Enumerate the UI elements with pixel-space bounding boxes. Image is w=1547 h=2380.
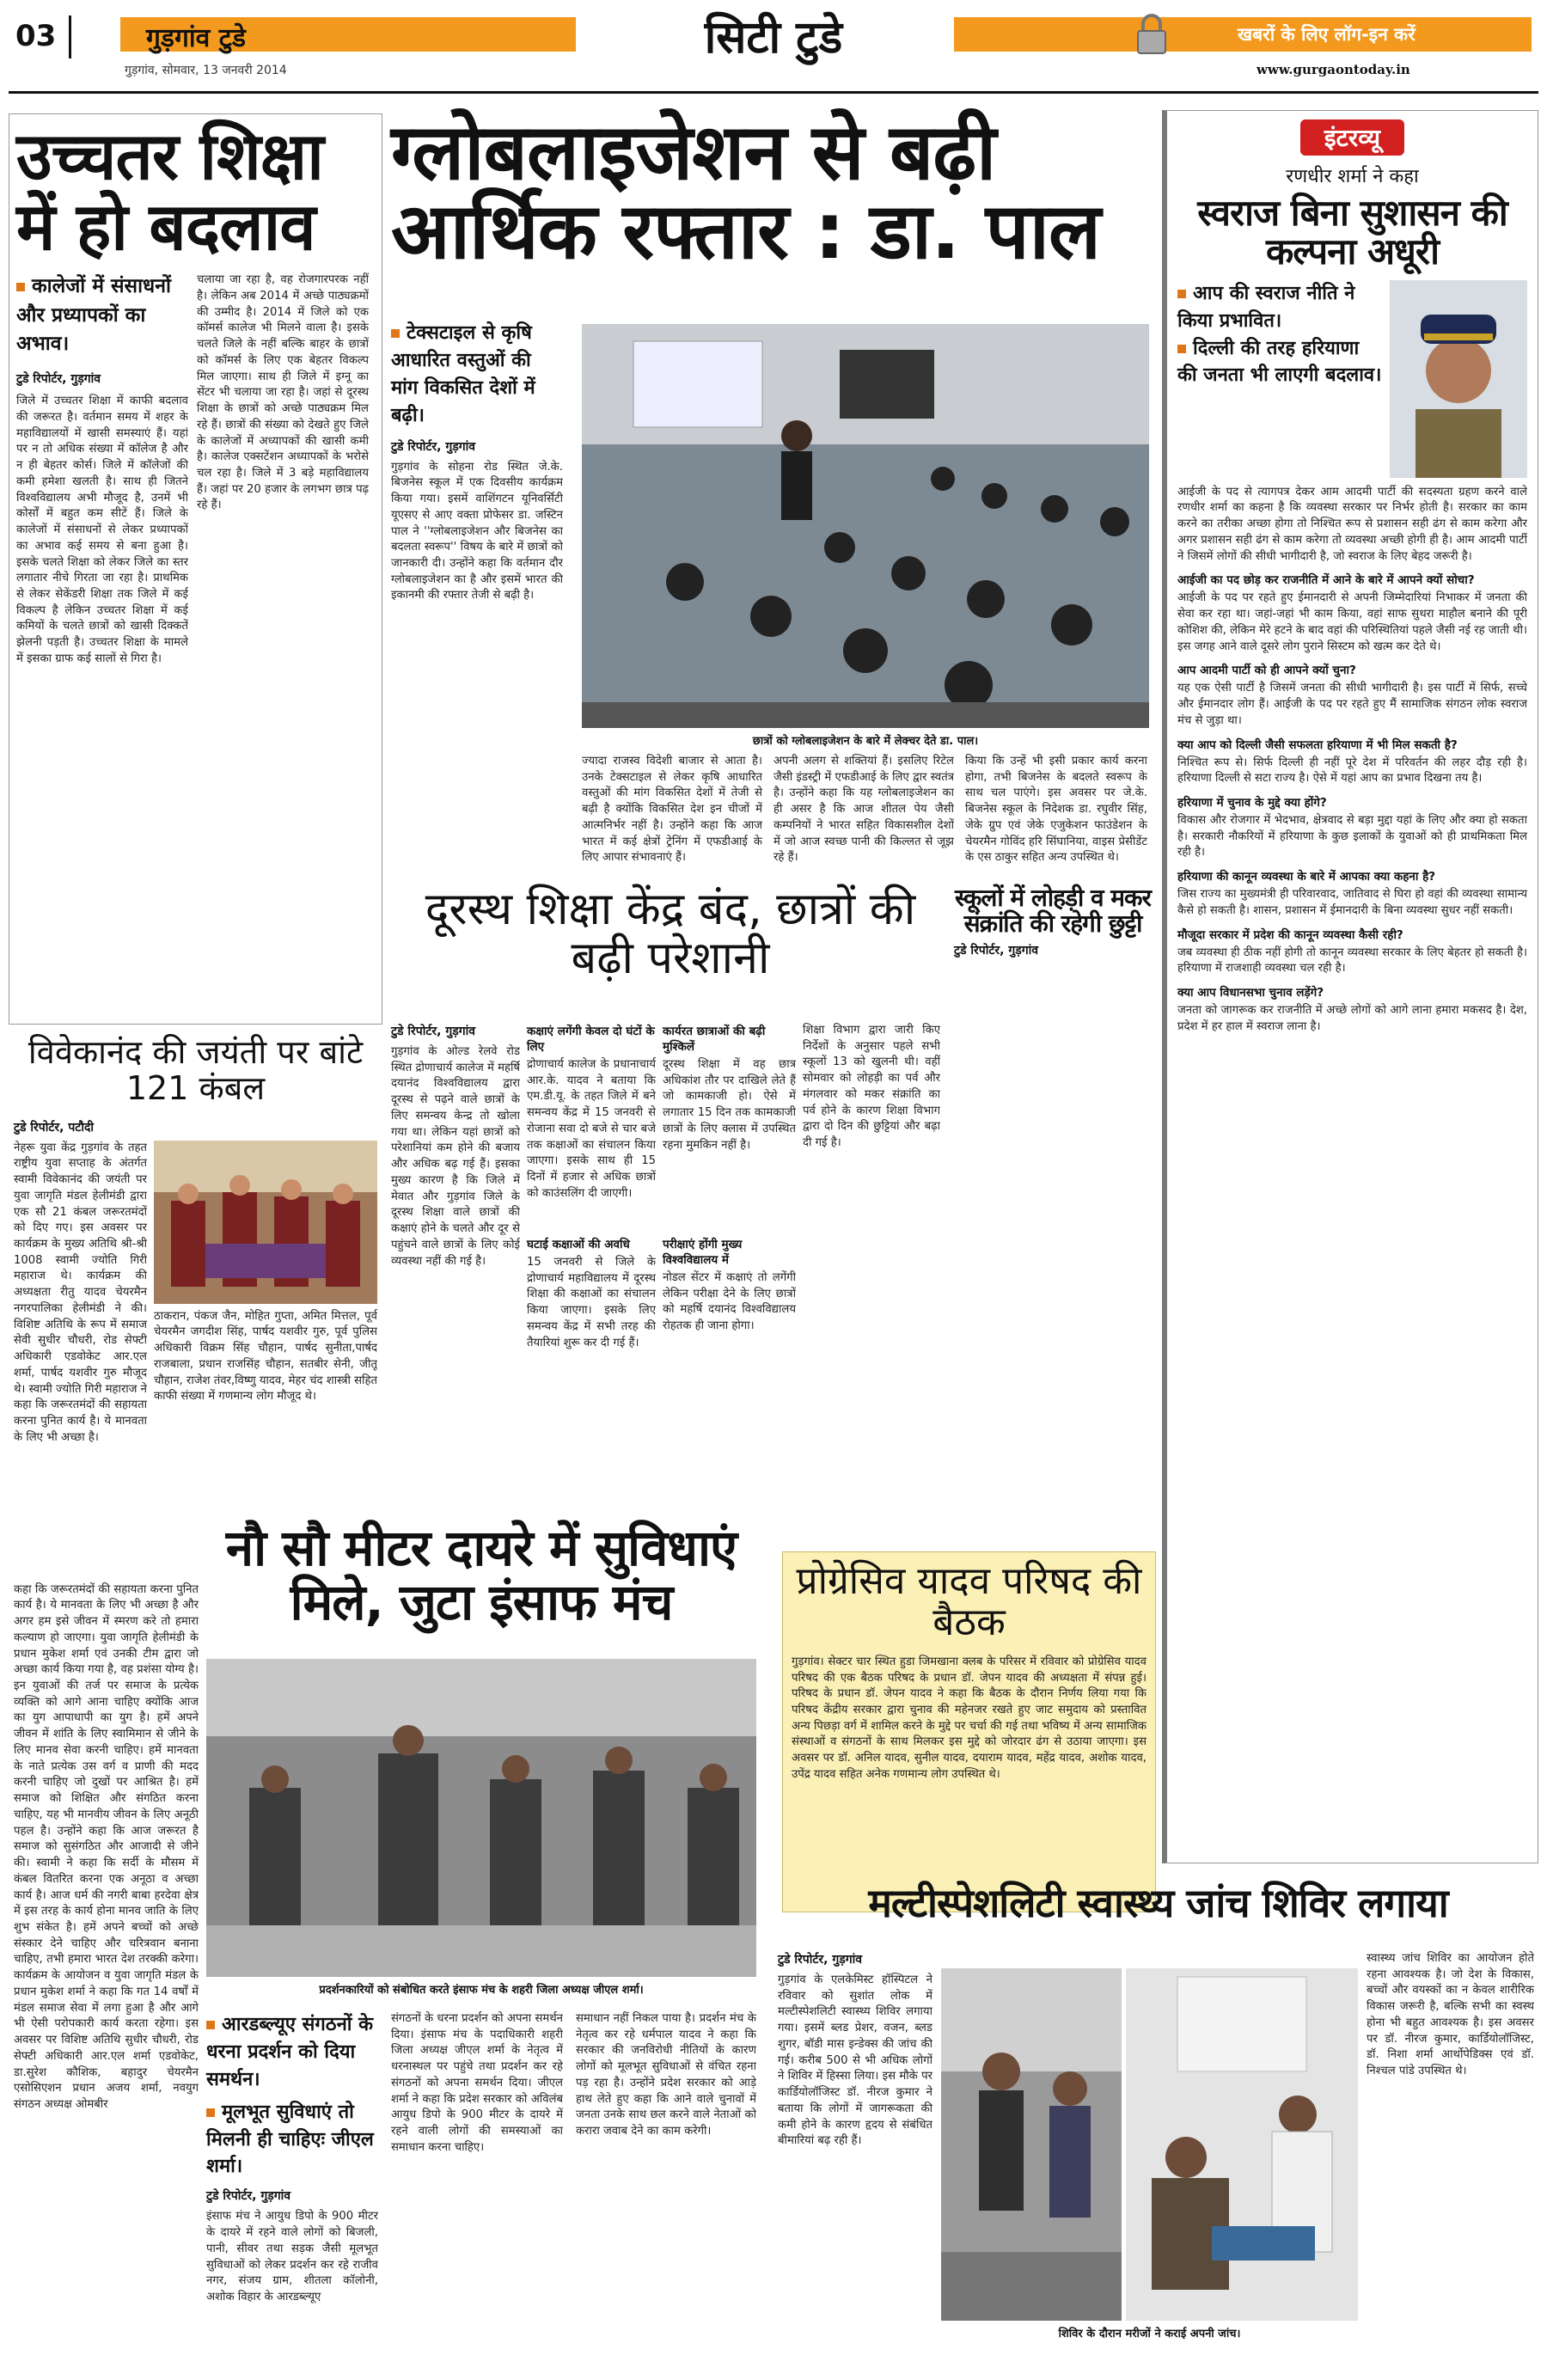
- body-col-a: इंसाफ मंच ने आयुध डिपो के 900 मीटर के दायरे में रहने वाले लोगों को बिजली, पानी, सीवर तथा सड़क जैसी मूलभूत सुविधाओं को लेकर प्रदर्शन कर रहे राजीव नगर, संजय ग्राम, शीतला कॉलोनी, अशोक विहार के आरडब्ल्यूए: [206, 2210, 378, 2304]
- subhead: घटाई कक्षाओं की अवधि: [527, 1238, 630, 1251]
- answer: विकास और रोजगार में भेदभाव, क्षेत्रवाद से बड़ा मुद्दा यहां के लिए और क्या हो सकता है। सरकारी नौकरियों में हरियाणा के कुछ इलाकों के युवाओं को ही प्राथमिकता मिल रही है।: [1177, 814, 1527, 860]
- lecture-photo: [582, 324, 1149, 728]
- body-col-3b: नोडल सेंटर में कक्षाएं तो लगेंगी लेकिन परीक्षा देने के लिए छात्रों को महर्षि दयानंद विश्वविद्यालय रोहतक ही जाना होगा।: [663, 1271, 796, 1333]
- body-col-4: शिक्षा विभाग द्वारा जारी किए निर्देशों के अनुसार पहले सभी स्कूलों 13 को खुलनी थी। वहीं सोमवार को लोहड़ी का पर्व और मंगलवार को मकर संक्रांति का पर्व होने के कारण शिक्षा विभाग द्वारा दो दिन की छुट्टियां और बढ़ा दी गई है।: [803, 1024, 940, 1150]
- article-higher-education: [9, 113, 382, 1025]
- headline: नौ सौ मीटर दायरे में सुविधाएं मिले, जुटा इंसाफ मंच: [225, 1519, 737, 1631]
- protest-photo: [206, 1659, 756, 1977]
- lock-icon: [1134, 12, 1169, 55]
- body-col-1: गुड़गांव के एलकेमिस्ट हॉस्पिटल ने रविवार को सुशांत लोक में मल्टीस्पेशलिटी स्वास्थ्य शिविर लगाया गया। इसमें ब्लड प्रेशर, वजन, ब्लड शुगर, बॉडी मास इन्डेक्स की जांच की गई। करीब 500 से भी अधिक लोगों ने शिविर में हिस्सा लिया। इस मौके पर कार्डियोलॉजिस्ट डॉ. नीरज कुमार ने बताया कि लोगों में जागरूकता की कमी होने के कारण हृदय से संबंधित बीमारियां बढ़ रही हैं।: [778, 1973, 932, 2148]
- photo-caption: शिविर के दौरान मरीजों ने कराई अपनी जांच।: [1058, 2328, 1241, 2340]
- names-list: ठाकरान, पंकज जैन, मोहित गुप्ता, अमित मित्तल, पूर्व चेयरमैन जगदीश सिंह, पार्षद यशवीर गुरु, पूर्व पुलिस अधिकारी विक्रम सिंह चौहान, पार्षद सुनीता,पार्षद राजबाला, प्रधान राजसिंह चौहान, सतबीर सेनी, जीतू चौहान, राजेश तंवर,विष्णु यादव, मेहर चंद शास्त्री सहित काफी संख्या में गणमान्य लोग मौजूद थे।: [154, 1309, 377, 1404]
- body-col-1: गुड़गांव के सोहना रोड स्थित जे.के. बिजनेस स्कूल में एक दिवसीय कार्यक्रम किया गया। इसमें वाशिंगटन यूनिवर्सिटी यूएसए से आए वक्ता प्रोफेसर डा. जस्टिन पाल ने ''ग्लोबलाइजेशन और बिजनेस का बदलता स्वरूप'' विषय के बारे में छात्रों को जानकारी दी। उन्होंने कहा कि वर्तमान दौर ग्लोबलाइजेशन का है और इसमें भारत की इकानमी की रफ्तार तेजी से बढ़ी है।: [391, 460, 563, 603]
- headline: ग्लोबलाइजेशन से बढ़ी आर्थिक रफ्तार : डा. पाल: [391, 107, 1101, 277]
- article-lohri: [954, 885, 1152, 1006]
- headline: मल्टीस्पेशलिटी स्वास्थ्य जांच शिविर लगाया: [868, 1880, 1448, 1926]
- body-col-2: चलाया जा रहा है, वह रोजगारपरक नहीं है। लेकिन अब 2014 में अच्छे पाठ्यक्रमों की उम्मीद है। 2014 में जिले को एक कॉमर्स कालेज भी मिलने वाला है। इसके चलते जिले के नहीं बल्कि बाहर के छात्रों को कॉमर्स के लिए एक बेहतर विकल्प मिल जाएगा। साथ ही जिले में इग्नू का सेंटर भी चलाया जा रहा है। जहां से दूरस्थ शिक्षा के छात्रों को अच्छे पाठ्यक्रम मिल रहे हैं। छात्रों की संख्या को देखते हुए जिले के कालेजों में अध्यापकों की खासी कमी है। कालेज एक्सटेंशन अध्यापकों के भरोसे चल रहा है। जिले में 3 बड़े महाविद्यालय हैं। जहां पर 20 हजार के लगभग छात्र पढ़ रहे हैं।: [197, 273, 369, 512]
- subhead: कार्यरत छात्राओं की बढ़ी मुश्किलें: [663, 1025, 766, 1054]
- body: गुड़गांव। सेक्टर चार स्थित हुडा जिमखाना क्लब के परिसर में रविवार को प्रोग्रेसिव यादव परिषद की एक बैठक परिषद के प्रधान डॉ. जेपन यादव की अध्यक्षता में संपन्न हुई। परिषद के प्रधान डॉ. जेपन यादव ने कहा कि बैठक के दौरान निर्णय लिया गया कि परिषद केंद्रीय सरकार द्वारा चुनाव की महेनजर रखते हुए जाट समुदाय को प्रस्तावित अन्य पिछड़ा वर्ग में शामिल करने के मुद्दे पर चर्चा की गई तथा भविष्य में अन्य सामाजिक संस्थाओं व संगठनों के साथ मिलकर इस मुद्दे को जोरदार ढंग से उठाया जाएगा। इस अवसर पर डॉ. अनिल यादव, सुनील यादव, दयाराम यादव, महेंद्र यादव, अशोक यादव, उपेंद्र यादव सहित अनेक गणमान्य लोग उपस्थित थे।: [792, 1655, 1146, 1781]
- body-col-2: ज्यादा राजस्व विदेशी बाजार से आता है। उनके टेक्सटाइल से लेकर कृषि आधारित वस्तुओं की मांग विकसित देशों में तेजी से बढ़ी है क्योंकि विकसित देश इन चीजों में आत्मनिर्भर नहीं है। उन्होंने कहा कि आज भारत में कई क्षेत्रों ट्रेनिंग में एफडीआई के लिए आपार संभावनाएं हैं।: [582, 755, 762, 865]
- interview-intro: आईजी के पद से त्यागपत्र देकर आम आदमी पार्टी की सदस्यता ग्रहण करने वाले रणधीर शर्मा का कहना है कि व्यवस्था सरकार पर निर्भर होती है। सरकार का काम करने का तरीका अच्छा होगा तो निश्चित रूप से प्रशासन सही ढंग से काम करेगा और अगर प्रशासन सही ढंग से काम करेगा तो व्यवस्था अच्छी होगी ही है। आम आदमी पार्टी ने जिसमें लोगों की सीधी भागीदारी है, जो स्वराज के लिए बेहद जरूरी है।: [1177, 485, 1527, 563]
- article-distance-education: [391, 885, 950, 1556]
- body-col-1: जिले में उच्चतर शिक्षा में काफी बदलाव की जरूरत है। वर्तमान समय में शहर के महाविद्यालयों में खासी समस्याएं हैं। यहां पर न तो अधिक संख्या में कॉलेज है और न ही बेहतर कोर्स। जिले में कॉलेजों की कमी हमेशा खलती है। साथ ही जितने विश्वविद्यालय अभी मौजूद है, उनमें भी कोर्सों में बहुत कम सीटें हैं। जिले के कालेजों में संसाधनों से लेकर प्रध्यापकों का अभाव कई समय से बना हुआ है। इसके चलते शिक्षा को लेकर जिले का स्तर लगातार नीचे गिरता जा रहा है। प्राथमिक से लेकर सेकेंडरी शिक्षा तक जिले में कई विकल्प है लेकिन उच्चतर शिक्षा में कई कमियों के चलते छात्रों को खासी दिक्कतें झेलनी पड़ती है। उच्चतर शिक्षा के मामले में इसका ग्राफ कई सालों से गिरा है।: [16, 395, 188, 665]
- interview-panel: [1162, 110, 1538, 1863]
- health-camp-photo-1: [941, 1968, 1122, 2321]
- question: क्या आप विधानसभा चुनाव लड़ेंगे?: [1177, 986, 1324, 1000]
- interview-qa: [1177, 572, 1527, 1035]
- header-rule: [9, 91, 1538, 94]
- answer: जब व्यवस्था ही ठीक नहीं होगी तो कानून व्यवस्था सरकार के लिए बेहतर हो सकती है। हरियाणा में राजशाही व्यवस्था चल रही है।: [1177, 945, 1527, 976]
- headline: प्रोग्रेसिव यादव परिषद की बैठक: [796, 1559, 1142, 1645]
- answer: आईजी के पद पर रहते हुए ईमानदारी से अपनी जिम्मेदारियां निभाकर में जनता की सेवा कर रहा था। जहां-जहां भी काम किया, वहां साफ सुथरा माहौल बनाने की पूरी कोशिश की, लेकिन मेरे हटने के बाद वहां की परिस्थितियां पहले जैसी नई रह जाती थी। इस जगह आने वाले दूसरे लोग पुराने सिस्टम को खत्म कर देते थे।: [1177, 591, 1527, 653]
- question: हरियाणा की कानून व्यवस्था के बारे में आपका क्या कहना है?: [1177, 870, 1436, 884]
- body-col-3: दूरस्थ शिक्षा में वह छात्र अधिकांश तौर पर दाखिले लेते हैं जो कामकाजी हो। ऐसे में लगातार 15 दिन तक कामकाजी छात्रों के लिए क्लास में उपस्थित रहना मुमकिन नहीं है।: [663, 1058, 796, 1152]
- question: मौजूदा सरकार में प्रदेश की कानून व्यवस्था कैसी रही?: [1177, 927, 1403, 942]
- interview-kicker: रणधीर शर्मा ने कहा: [1286, 166, 1419, 187]
- question: आईजी का पद छोड़ कर राजनीति में आने के बारे में आपने क्यों सोचा?: [1177, 573, 1475, 588]
- interview-headline: स्वराज बिना सुशासन की कल्पना अधूरी: [1197, 192, 1507, 273]
- byline: टुडे रिपोर्टर, गुड़गांव: [16, 372, 101, 387]
- section-title: सिटी टुडे: [704, 12, 843, 64]
- question: आप आदमी पार्टी को ही आपने क्यों चुना?: [1177, 664, 1356, 678]
- article-progressive-yadav: [782, 1551, 1156, 1912]
- bullet-item: टेक्सटाइल से कृषि आधारित वस्तुओं की मांग विकसित देशों में बढ़ी।: [391, 322, 535, 426]
- subhead: कक्षाएं लगेंगी केवल दो घंटों के लिए: [527, 1025, 655, 1054]
- bullet-item: आरडब्ल्यूए संगठनों के धरना प्रदर्शन को दिया समर्थन।: [206, 2014, 374, 2090]
- answer: जनता को जागरूक कर राजनीति में अच्छे लोगों को आगे लाना हमारा मकसद है। देश, प्रदेश में हर हाल में स्वराज लाना है।: [1177, 1004, 1527, 1033]
- page-header: [0, 0, 1547, 95]
- byline: टुडे रिपोर्टर, गुड़गांव: [391, 1025, 475, 1038]
- article-insaaf-manch: [198, 1521, 765, 2372]
- body-col-3: अपनी अलग से शक्तियां हैं। इसलिए रिटेल जैसी इंडस्ट्री में एफडीआई के लिए द्वार स्वतंत्र है। उन्होंने कहा कि यह ग्लोबलाइजेशन का ही असर है कि आज शीतल पेय जैसी कम्पनियों ने भारत सहित विकासशील देशों में जो आज स्वच्छ पानी की किल्लत से जूझ रहे हैं।: [774, 755, 954, 865]
- answer: जिस राज्य का मुख्यमंत्री ही परिवारवाद, जातिवाद से घिरा हो वहां की व्यवस्था सामान्य कैसे हो सकती है। शासन, प्रशासन में ईमानदारी के बिना व्यवस्था सुधर नहीं सकती।: [1177, 888, 1527, 917]
- blanket-distribution-photo: [154, 1141, 377, 1304]
- login-promo-bar: [954, 17, 1532, 52]
- byline: टुडे रिपोर्टर, गुड़गांव: [206, 2189, 290, 2204]
- masthead-logo: गुड़गांव टुडे: [146, 23, 246, 53]
- body-col-1: नेहरू युवा केंद्र गुड़गांव के तहत राष्ट्रीय युवा सप्ताह के अंतर्गत स्वामी विवेकानंद की जयंती पर युवा जागृति मंडल हेलीमंडी द्वारा एक सौ 21 कंबल जरूरतमंदों को दिए गए। इस अवसर पर कार्यक्रम के मुख्य अतिथि श्री-श्री 1008 स्वामी ज्योति गिरी महाराज थे। कार्यक्रम की अध्यक्षता रीतु यादव चेयरमैन नगरपालिका हेलीमंडी ने की। विशिष्ट अतिथि के रूप में समाज सेवी सुधीर चौधरी, रोड सेफ्टी अधिकारी एडवोकेट आर.एल शर्मा, पार्षद यशवीर गुरु मौजूद थे। स्वामी ज्योति गिरी महाराज ने कहा कि जरूरतमंदों की सहायता करना पुनित कार्य है। ये मानवता के लिए भी अच्छा है।: [14, 1141, 147, 1444]
- answer: निश्चित रूप से। सिर्फ दिल्ली ही नहीं पूरे देश में परिवर्तन की लहर दौड़ रही है। हरियाणा दिल्ली से सटा राज्य है। ऐसे में यहां आप का प्रभाव दिखना तय है।: [1177, 756, 1527, 786]
- question: क्या आप को दिल्ली जैसी सफलता हरियाणा में भी मिल सकती है?: [1177, 737, 1458, 752]
- body-col-1: संगठनों के धरना प्रदर्शन को अपना समर्थन दिया। इंसाफ मंच के पदाधिकारी शहरी जिला अध्यक्ष जीएल शर्मा के नेतृत्व में धरनास्थल पर पहुंचे तथा प्रदर्शन कर रहे संगठनों को अपना समर्थन दिया। जीएल शर्मा ने कहा कि प्रदेश सरकार को अविलंब आयुध डिपो के 900 मीटर के दायरे में रहने वाली लोगों की समस्याओं का समाधान करना चाहिए।: [391, 2012, 563, 2154]
- byline: टुडे रिपोर्टर, गुड़गांव: [954, 944, 1038, 958]
- body-col-1: गुड़गांव के ओल्ड रेलवे रोड स्थित द्रोणाचार्य कालेज में महर्षि दयानंद विश्वविद्यालय द्वारा दूरस्थ से पढ़ने वाले छात्रों के लिए समन्वय केन्द्र तो खोला गया था। लेकिन यहां छात्रों को परेशानियां कम होने की बजाय और अधिक बढ़ गई हैं। इसका मुख्य कारण है कि जिले में मेवात और गुड़गांव जिले के दूरस्थ शिक्षा वाले छात्रों की कक्षाएं होने के चलते और दूर से पहुंचने वाले छात्रों के लिए कोई व्यवस्था नहीं की गई है।: [391, 1045, 520, 1268]
- article-globalization: [391, 107, 1147, 870]
- photo-caption: छात्रों को ग्लोबलाइजेशन के बारे में लेक्चर देते डा. पाल।: [752, 735, 979, 748]
- health-camp-photo-2: [1126, 1968, 1358, 2321]
- body-col-2b: 15 जनवरी से जिले के द्रोणाचार्य महाविद्यालय में दूरस्थ शिक्षा की कक्षाओं का संचालन किया जाएगा। इसके लिए समन्वय केंद्र में सभी तरह की तैयारियां शुरू कर दी गई हैं।: [527, 1256, 656, 1349]
- headline: विवेकानंद की जयंती पर बांटे 121 कंबल: [28, 1033, 364, 1107]
- page-number-divider: [69, 15, 71, 58]
- body-col-2: समाधान नहीं निकल पाया है। प्रदर्शन मंच के नेतृत्व कर रहे धर्मपाल यादव ने कहा कि सरकार की जनविरोधी नीतियों के कारण लोगों को मूलभूत सुविधाओं से वंचित रहना पड़ रहा है। उन्होंने प्रदेश सरकार को आड़े हाथ लेते हुए कहा कि आने वाले चुनावों में जनता उनके साथ छल करने वाले नेताओं को करारा जवाब देने का काम करेगी।: [576, 2012, 756, 2138]
- interview-tag: इंटरव्यू: [1300, 119, 1404, 156]
- body-col-4: किया कि उन्हें भी इसी प्रकार कार्य करना होगा, तभी बिजनेस के बदलते स्वरूप के साथ चल पाएंगे। इस अवसर पर जे.के. बिजनेस स्कूल के निदेशक डा. रघुवीर सिंह, जेके ग्रुप एवं जेके एजुकेशन फाउंडेशन के चेयरमैन गोविंद हरि सिंघानिया, वाइस प्रेसीडेंट के एस ठाकुर सहित अन्य उपस्थित थे।: [965, 755, 1147, 865]
- headline: स्कूलों में लोहड़ी व मकर संक्रांति की रहेगी छुट्टी: [955, 884, 1151, 939]
- article-health-camp: [778, 1882, 1538, 2377]
- bullet-item: कालेजों में संसाधनों और प्रध्यापकों का अभाव।: [16, 275, 171, 355]
- body-col-2: द्रोणाचार्य कालेज के प्रधानाचार्य आर.के. यादव ने बताया कि एम.डी.यू. के तहत जिले में बने समन्वय केंद्र में 15 जनवरी से रोजाना सवा दो बजे से चार बजे तक कक्षाओं का संचालन किया जाएगा। इसके साथ ही 15 दिनों में हजार से अधिक छात्रों को काउंसलिंग दी जाएगी।: [527, 1058, 656, 1200]
- page-number: 03: [15, 19, 57, 53]
- website-url[interactable]: www.gurgaontoday.in: [1257, 62, 1410, 77]
- answer: यह एक ऐसी पार्टी है जिसमें जनता की सीधी भागीदारी है। इस पार्टी में सिर्फ, सच्चे और ईमानदार लोग हैं। आईजी के पद पर रहते हुए मैं सामाजिक संगठन लोक स्वराज मंच से जुड़ा था।: [1177, 682, 1527, 727]
- body-col-2: कहा कि जरूरतमंदों की सहायता करना पुनित कार्य है। ये मानवता के लिए भी अच्छा है और अगर हम इसे जीवन में स्मरण करे तो हमारा कल्याण हो जाएगा। युवा जागृति हेलीमंडी के प्रधान मुकेश शर्मा एवं उनकी टीम द्वारा जो अच्छा कार्य किया गया है, वह प्रशंसा योग्य है। इन युवाओं की तर्ज पर समाज के प्रत्येक व्यक्ति को आगे आना चाहिए क्योंकि आज का युग आपाधापी का युग है। हमें अपने जीवन में शांति के लिए स्वामिमान से जीने के लिए मानव सेवा करनी चाहिए। हमें मानवता के नाते प्रत्येक उस वर्ग व प्राणी की मदद करनी चाहिए जो दुखों पर आश्रित है। हमें समाज को शिक्षित और संगठित करना चाहिए, यह भी मानवीय जीवन के लिए अनूठी पहल है। उन्होंने कहा कि आज जरूरत है समाज को सुसंगठित और आजादी से जीने की। स्वामी ने कहा कि सर्दी के मौसम में कंबल वितरित करना एक अनूठा व अच्छा कार्य है। आज धर्म की नगरी बाबा हरदेवा क्षेत्र में इस तरह के कार्य होना मानव जाति के लिए शुभ संकेत है। हमें अपने बच्चों को अच्छे संस्कार देने चाहिए और चरित्रवान बनाना चाहिए, तभी हमारा भारत देश तरक्की करेगा। कार्यक्रम के आयोजन व युवा जागृति मंडल के प्रधान मुकेश शर्मा ने कहा कि गत 14 वर्षों में मंडल समाज सेवा में लगा हुआ है और आगे भी ऐसी परोपकारी कार्य करता रहेगा। इस अवसर पर विशिष्ट अतिथि सुधीर चौधरी, रोड सेफ्टी अधिकारी आर.एल शर्मा एडवोकेट, डा.सुरेश कौशिक, बहादुर चेयरमैन एसोसिएशन प्रधान अजय शर्मा, नवयुग संगठन अध्यक्ष ओमबीर: [14, 1582, 199, 2112]
- dateline: गुड़गांव, सोमवार, 13 जनवरी 2014: [125, 64, 287, 77]
- bullet-item: मूलभूत सुविधाएं तो मिलनी ही चाहिएः जीएल शर्मा।: [206, 2101, 374, 2178]
- question: हरियाणा में चुनाव के मुद्दे क्या होंगे?: [1177, 796, 1327, 810]
- bullet-item: आप की स्वराज नीति ने किया प्रभावित।: [1177, 282, 1355, 332]
- photo-caption: प्रदर्शनकारियों को संबोधित करते इंसाफ मंच के शहरी जिला अध्यक्ष जीएल शर्मा।: [319, 1984, 644, 1997]
- subhead: परीक्षाएं होंगी मुख्य विश्वविद्यालय में: [663, 1238, 743, 1267]
- byline: टुडे रिपोर्टर, गुड़गांव: [391, 439, 475, 454]
- login-promo-text[interactable]: खबरों के लिए लॉग-इन करें: [1238, 24, 1416, 45]
- body-col-2: स्वास्थ्य जांच शिविर का आयोजन होते रहना आवश्यक है। जो देश के विकास, बच्चों और वयस्कों का न केवल शारीरिक विकास जरूरी है, बल्कि सभी का स्वस्थ होना भी बहुत आवश्यक है। इस अवसर पर डॉ. नीरज कुमार, कार्डियोलॉजिस्ट, डॉ. निशा शर्मा आर्थोपेडिक्स एवं डॉ. निश्चल पांडे उपस्थित थे।: [1367, 1952, 1534, 2078]
- byline: टुडे रिपोर्टर, पटौदी: [14, 1120, 95, 1135]
- interviewee-photo: [1390, 280, 1527, 478]
- masthead-bar: [120, 17, 576, 52]
- bullet-item: दिल्ली की तरह हरियाणा की जनता भी लाएगी बदलाव।: [1177, 337, 1382, 387]
- headline: दूरस्थ शिक्षा केंद्र बंद, छात्रों की बढ़ी परेशानी: [425, 884, 916, 985]
- byline: टुडे रिपोर्टर, गुड़गांव: [778, 1953, 862, 1967]
- headline: उच्चतर शिक्षा में हो बदलाव: [16, 118, 323, 266]
